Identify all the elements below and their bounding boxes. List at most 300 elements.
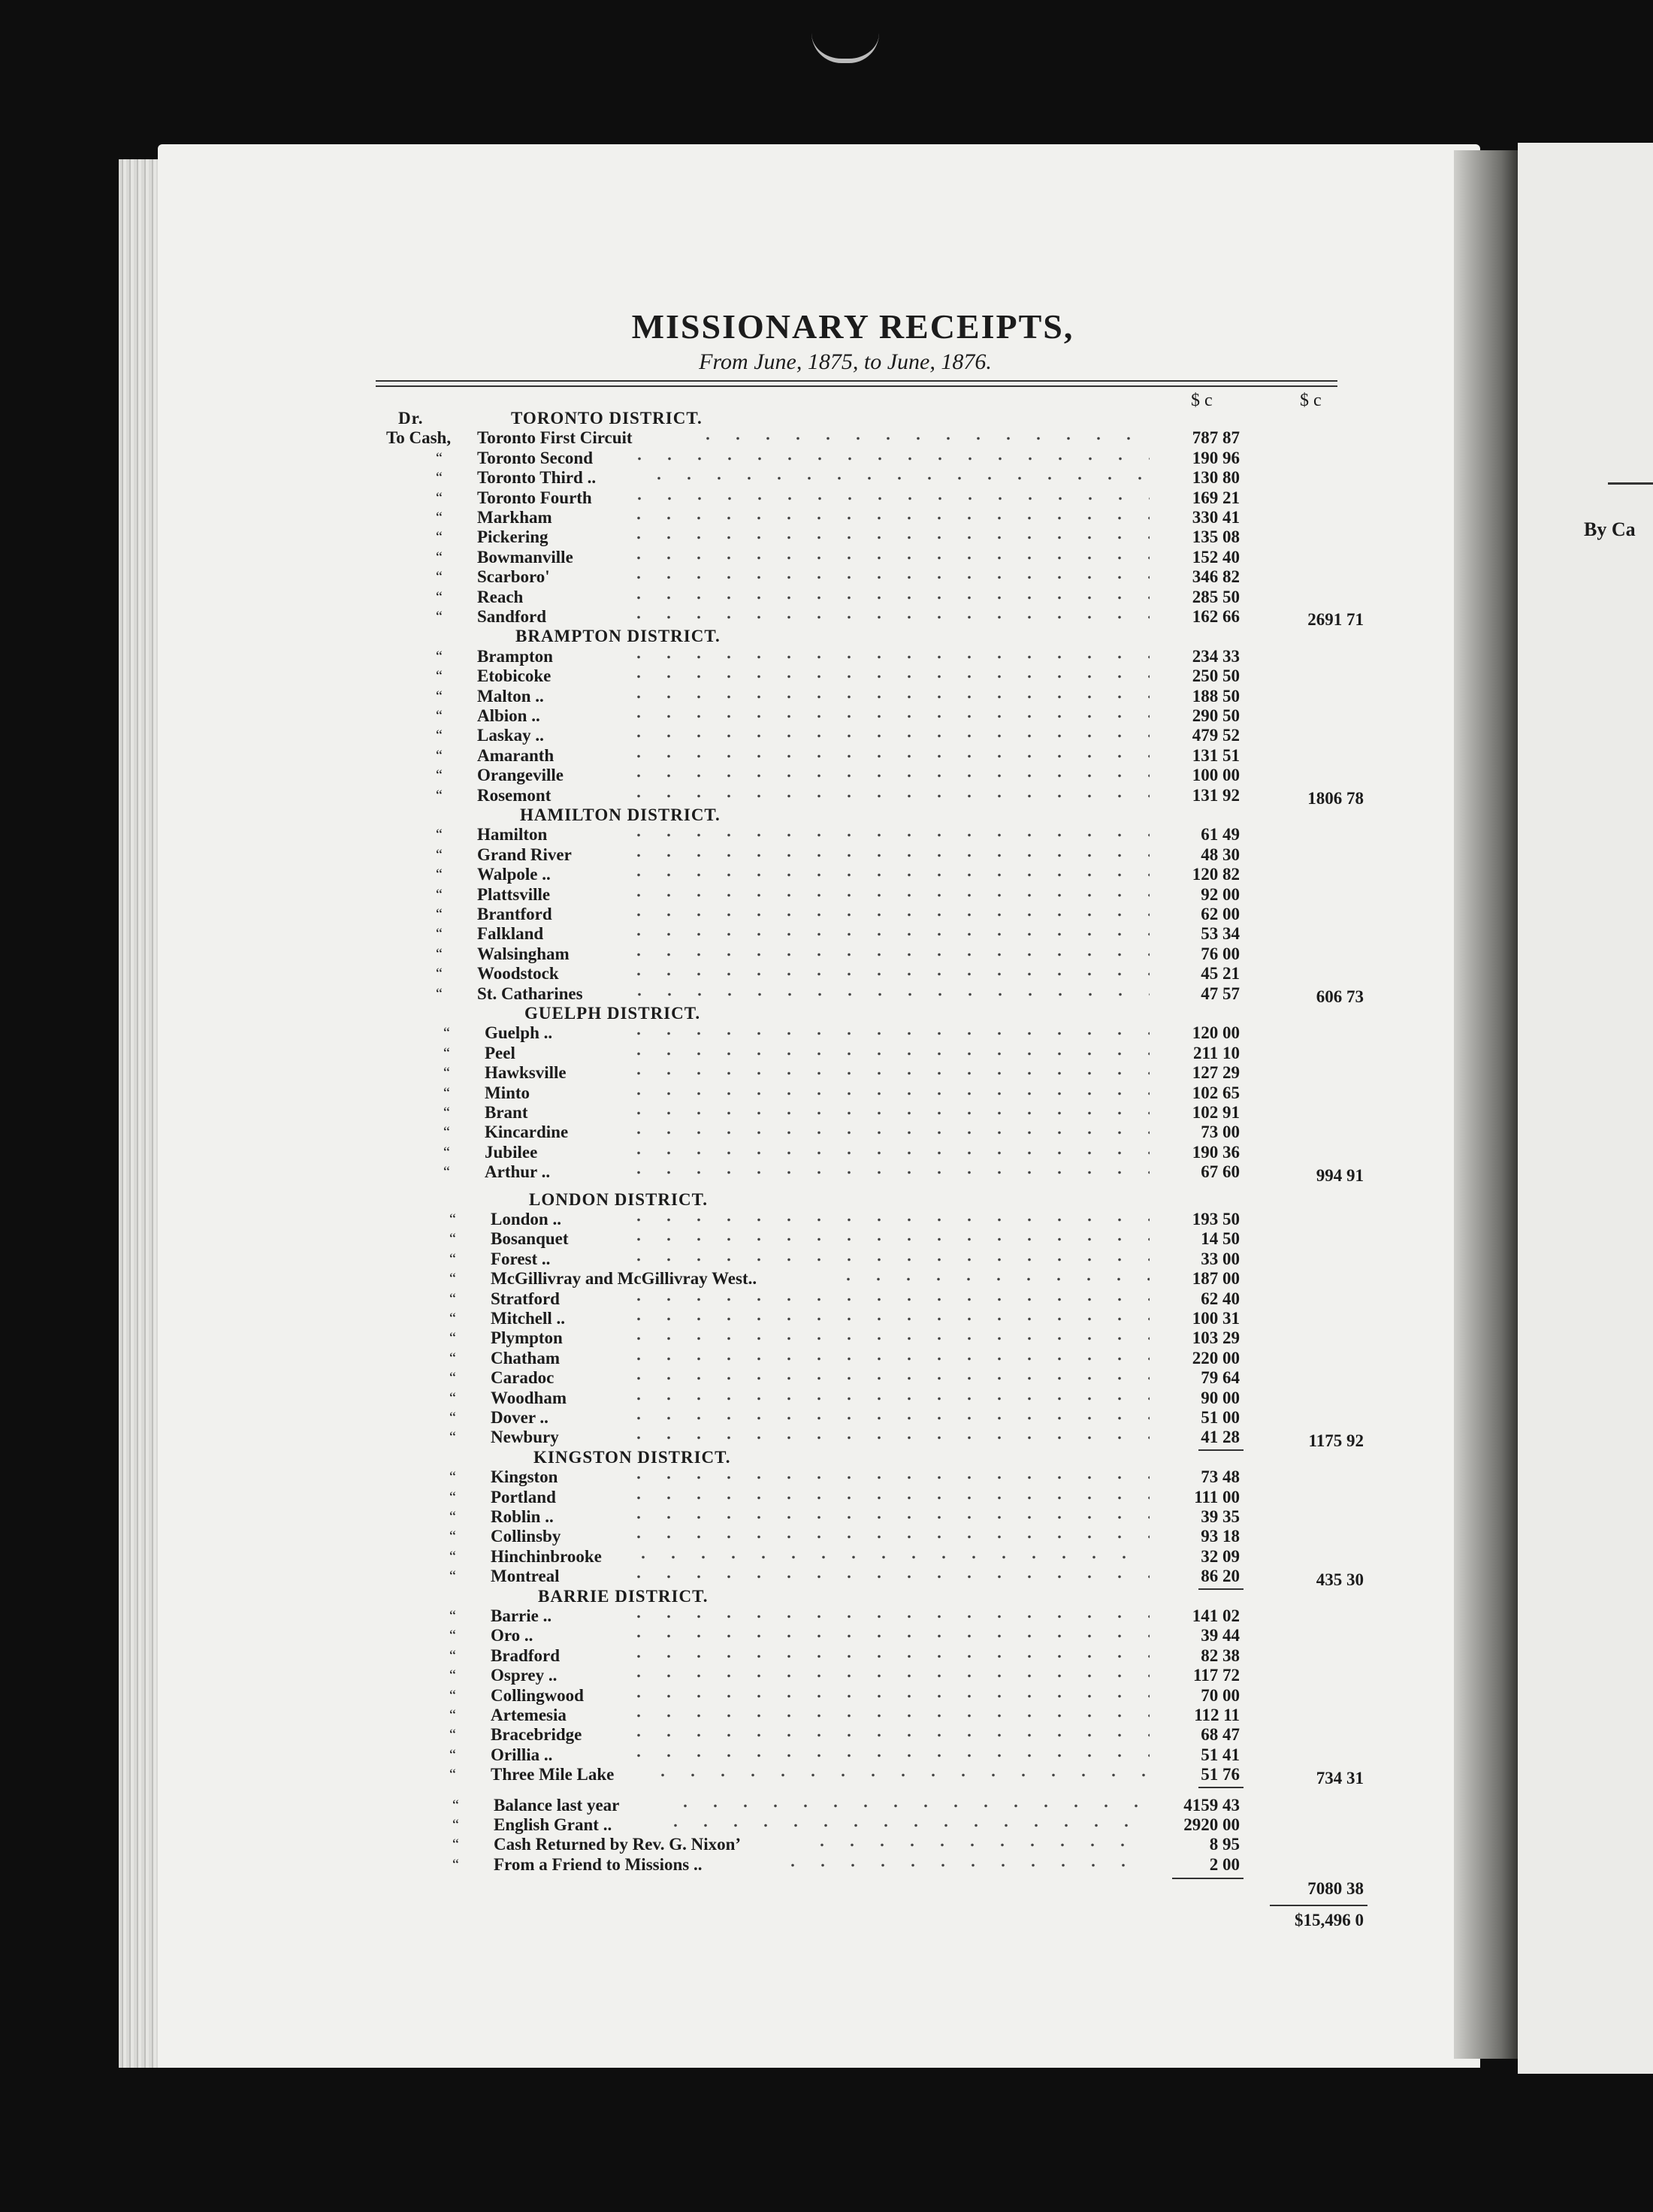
leader-dots <box>624 1289 1150 1309</box>
leader-dots <box>624 1527 1150 1546</box>
ditto-mark: “ <box>443 1044 450 1062</box>
entry-amount: 70 00 <box>1201 1685 1240 1705</box>
entry-amount: 14 50 <box>1201 1229 1240 1249</box>
leader-dots <box>624 746 1150 766</box>
entry-amount: 2920 00 <box>1183 1815 1240 1834</box>
entry-name: Orillia .. <box>491 1745 553 1764</box>
district-heading: HAMILTON DISTRICT. <box>520 805 721 824</box>
entry-amount: 120 00 <box>1192 1023 1240 1043</box>
ditto-mark: “ <box>449 1568 456 1585</box>
binding-clip <box>811 30 879 63</box>
entry-amount: 61 49 <box>1201 825 1240 845</box>
district-heading: BARRIE DISTRICT. <box>538 1586 709 1606</box>
entry-name: Woodstock <box>477 964 559 984</box>
entry-amount: 53 34 <box>1201 924 1240 944</box>
leader-dots <box>644 468 1150 488</box>
ditto-mark: “ <box>436 906 443 923</box>
leader-dots <box>624 1229 1150 1249</box>
ditto-mark: “ <box>449 1370 456 1387</box>
ledger-row <box>0 468 1428 488</box>
entry-amount: 141 02 <box>1192 1606 1240 1625</box>
entry-name: Hamilton <box>477 825 548 845</box>
entry-name: Falkland <box>477 924 544 944</box>
ditto-mark: “ <box>443 1065 450 1082</box>
leader-dots <box>624 1349 1150 1368</box>
entry-amount: 39 35 <box>1201 1507 1240 1526</box>
entry-name: Jubilee <box>485 1142 538 1162</box>
subtotal-rule <box>1198 1449 1244 1451</box>
entry-name: Scarboro' <box>477 567 550 587</box>
ledger-row <box>0 1309 1428 1328</box>
ledger-row <box>0 666 1428 686</box>
entry-name: Malton .. <box>477 686 544 706</box>
ledger-row <box>0 1467 1428 1487</box>
ditto-mark: “ <box>449 1330 456 1347</box>
leader-dots <box>624 1606 1150 1626</box>
entry-amount: 33 00 <box>1201 1249 1240 1268</box>
entry-amount: 120 82 <box>1192 865 1240 884</box>
entry-name: Osprey .. <box>491 1666 558 1685</box>
entry-amount: 73 00 <box>1201 1123 1240 1142</box>
ditto-mark: “ <box>436 965 443 983</box>
leader-dots <box>624 1646 1150 1666</box>
entry-name: Laskay .. <box>477 726 544 745</box>
entry-name: Plattsville <box>477 884 551 904</box>
entry-amount: 51 00 <box>1201 1408 1240 1427</box>
district-subtotal: 2691 71 <box>1307 610 1364 630</box>
leader-dots <box>624 1467 1150 1487</box>
entry-amount: 62 00 <box>1201 905 1240 923</box>
leader-dots <box>624 1507 1150 1527</box>
ditto-mark: “ <box>436 588 443 606</box>
ditto-mark: “ <box>452 1856 459 1873</box>
ledger-row <box>0 1666 1428 1685</box>
ledger-row <box>0 1606 1428 1626</box>
entry-name: Toronto Fourth <box>477 488 592 507</box>
leader-dots <box>624 1686 1150 1706</box>
entry-amount: 100 31 <box>1192 1309 1240 1328</box>
leader-dots <box>624 1428 1150 1447</box>
ledger-row <box>0 1044 1428 1063</box>
ditto-mark: “ <box>436 668 443 685</box>
entry-name: Bradford <box>491 1645 560 1665</box>
entry-amount: 130 80 <box>1192 468 1240 488</box>
entry-name: Montreal <box>491 1567 560 1586</box>
entry-name: Artemesia <box>491 1706 567 1724</box>
entry-name: London .. <box>491 1210 561 1228</box>
ditto-mark: “ <box>436 866 443 884</box>
entry-amount: 234 33 <box>1192 646 1240 666</box>
ledger-row <box>0 1765 1428 1784</box>
ledger-row <box>0 905 1428 924</box>
other-receipts-subtotal: 7080 38 <box>1307 1879 1364 1899</box>
ledger-row <box>0 428 1428 448</box>
ledger-row <box>0 1567 1428 1586</box>
entry-name: Bosanquet <box>491 1229 569 1249</box>
entry-amount: 103 29 <box>1192 1328 1240 1348</box>
entry-name: Brant <box>485 1103 528 1122</box>
entry-amount: 127 29 <box>1192 1063 1240 1083</box>
entry-name: Bowmanville <box>477 547 573 567</box>
to-cash-label: To Cash, <box>386 428 452 448</box>
ditto-mark: “ <box>443 1025 450 1042</box>
entry-amount: 111 00 <box>1194 1487 1240 1506</box>
entry-name: Grand River <box>477 845 572 864</box>
leader-dots <box>624 1368 1150 1388</box>
entry-amount: 787 87 <box>1192 428 1240 448</box>
entry-amount: 8 95 <box>1209 1835 1240 1854</box>
ledger-row <box>0 1103 1428 1123</box>
leader-dots <box>624 666 1150 686</box>
entry-amount: 152 40 <box>1192 547 1240 567</box>
ditto-mark: “ <box>449 1647 456 1664</box>
leader-dots <box>624 984 1150 1004</box>
column-header-itemized: $ c <box>1191 391 1213 410</box>
ledger-row <box>0 1725 1428 1745</box>
ledger-row <box>0 1428 1428 1447</box>
subtotal-rule <box>1198 1588 1244 1590</box>
entry-amount: 102 91 <box>1192 1103 1240 1122</box>
ledger-row <box>0 1527 1428 1546</box>
ledger-row <box>0 1686 1428 1706</box>
entry-amount: 131 51 <box>1192 745 1240 765</box>
entry-name: McGillivray and McGillivray West.. <box>491 1269 757 1289</box>
ditto-mark: “ <box>449 1727 456 1744</box>
leader-dots <box>624 567 1150 587</box>
ledger-row <box>0 1328 1428 1348</box>
leader-dots <box>624 449 1150 468</box>
leader-dots <box>624 1309 1150 1328</box>
entry-amount: 346 82 <box>1192 567 1240 587</box>
entry-name: Toronto First Circuit <box>477 428 633 448</box>
ditto-mark: “ <box>436 826 443 844</box>
leader-dots <box>624 647 1150 666</box>
entry-amount: 68 47 <box>1201 1725 1240 1745</box>
ditto-mark: “ <box>436 509 443 526</box>
entry-name: Guelph .. <box>485 1023 553 1043</box>
entry-name: Mitchell .. <box>491 1309 565 1328</box>
district-heading: BRAMPTON DISTRICT. <box>515 627 721 646</box>
ledger-row <box>0 885 1428 905</box>
leader-dots <box>624 527 1150 547</box>
entry-amount: 45 21 <box>1201 964 1240 984</box>
leader-dots <box>624 1725 1150 1745</box>
entry-name: Dover .. <box>491 1408 548 1427</box>
header-rule <box>376 380 1337 382</box>
ditto-mark: “ <box>436 569 443 586</box>
entry-amount: 169 21 <box>1192 488 1240 507</box>
leader-dots <box>624 1408 1150 1428</box>
ditto-mark: “ <box>449 1548 456 1565</box>
entry-name: Reach <box>477 587 524 606</box>
leader-dots <box>624 1044 1150 1063</box>
ledger-row <box>0 449 1428 468</box>
header-rule-2 <box>376 385 1337 387</box>
ditto-mark: “ <box>449 1429 456 1446</box>
entry-amount: 32 09 <box>1201 1546 1240 1566</box>
ledger-row <box>0 1488 1428 1507</box>
leader-dots <box>624 865 1150 884</box>
entry-name: Etobicoke <box>477 666 552 686</box>
grand-total: $15,496 0 <box>1295 1911 1364 1930</box>
leader-dots <box>624 885 1150 905</box>
district-subtotal: 606 73 <box>1316 987 1364 1006</box>
leader-dots <box>624 687 1150 706</box>
entry-amount: 92 00 <box>1201 884 1240 904</box>
ledger-row <box>0 687 1428 706</box>
ditto-mark: “ <box>436 648 443 665</box>
district-subtotal: 435 30 <box>1316 1570 1364 1589</box>
ditto-mark: “ <box>449 1687 456 1704</box>
district-subtotal: 994 91 <box>1316 1165 1364 1185</box>
ledger-row <box>0 1083 1428 1103</box>
opposite-page-fragment: By Ca <box>1584 518 1636 540</box>
leader-dots <box>624 1083 1150 1103</box>
entry-amount: 290 50 <box>1192 706 1240 725</box>
ledger-row <box>0 548 1428 567</box>
entry-name: Newbury <box>491 1428 559 1447</box>
entry-name: Bracebridge <box>491 1725 582 1745</box>
leader-dots <box>624 1328 1150 1348</box>
opposite-page-rule <box>1608 482 1653 485</box>
entry-amount: 193 50 <box>1192 1210 1240 1228</box>
leader-dots <box>624 1745 1150 1765</box>
ledger-row <box>0 924 1428 944</box>
ditto-mark: “ <box>436 449 443 467</box>
ditto-mark: “ <box>449 1271 456 1288</box>
ledger-row <box>0 786 1428 805</box>
ledger-row <box>0 1507 1428 1527</box>
ledger-row <box>0 1063 1428 1083</box>
ledger-row <box>0 1547 1428 1567</box>
ditto-mark: “ <box>443 1124 450 1141</box>
leader-dots <box>624 825 1150 845</box>
ledger-row <box>0 1706 1428 1725</box>
ledger-row <box>0 1210 1428 1229</box>
entry-name: Markham <box>477 508 552 527</box>
entry-amount: 47 57 <box>1201 984 1240 1003</box>
ditto-mark: “ <box>436 609 443 625</box>
district-subtotal: 1806 78 <box>1307 789 1364 808</box>
entry-amount: 131 92 <box>1192 785 1240 805</box>
leader-dots <box>628 1547 1150 1567</box>
entry-amount: 41 28 <box>1201 1428 1240 1447</box>
entry-name: Balance last year <box>494 1795 620 1815</box>
entry-amount: 51 41 <box>1201 1745 1240 1764</box>
entry-name: Stratford <box>491 1289 560 1308</box>
ledger-row <box>0 1835 1428 1854</box>
ledger-row <box>0 607 1428 627</box>
entry-amount: 479 52 <box>1192 726 1240 745</box>
ditto-mark: “ <box>449 1310 456 1327</box>
entry-name: Caradoc <box>491 1368 555 1388</box>
page-title: MISSIONARY RECEIPTS, <box>631 307 1074 346</box>
subtotal-rule <box>1172 1878 1244 1879</box>
entry-name: Orangeville <box>477 766 564 785</box>
entry-name: Walpole .. <box>477 865 551 884</box>
leader-dots <box>624 944 1150 964</box>
leader-dots <box>624 488 1150 508</box>
column-header-totals: $ c <box>1300 391 1322 410</box>
leader-dots <box>624 1123 1150 1142</box>
entry-amount: 162 66 <box>1192 607 1240 626</box>
leader-dots <box>670 1796 1150 1815</box>
ditto-mark: “ <box>449 1211 456 1228</box>
entry-name: Chatham <box>491 1348 561 1367</box>
leader-dots <box>624 1567 1150 1586</box>
ledger-row <box>0 647 1428 666</box>
entry-name: Roblin .. <box>491 1507 554 1526</box>
entry-name: Hawksville <box>485 1063 567 1083</box>
leader-dots <box>624 726 1150 745</box>
entry-amount: 93 18 <box>1201 1527 1240 1546</box>
leader-dots <box>624 1488 1150 1507</box>
ditto-mark: “ <box>452 1836 459 1854</box>
leader-dots <box>624 607 1150 627</box>
ledger-row <box>0 1745 1428 1765</box>
ledger-row <box>0 984 1428 1004</box>
entry-name: Amaranth <box>477 745 555 765</box>
ditto-mark: “ <box>436 687 443 705</box>
entry-name: Peel <box>485 1043 515 1062</box>
leader-dots <box>624 588 1150 607</box>
ledger-row <box>0 1123 1428 1142</box>
ledger-row <box>0 1368 1428 1388</box>
ditto-mark: “ <box>449 1608 456 1624</box>
ditto-mark: “ <box>449 1667 456 1685</box>
leader-dots <box>624 1706 1150 1725</box>
ledger-row <box>0 964 1428 984</box>
leader-dots <box>624 766 1150 785</box>
subtotal-rule <box>1198 1787 1244 1788</box>
entry-amount: 79 64 <box>1201 1368 1240 1388</box>
ledger-row <box>0 766 1428 785</box>
ditto-mark: “ <box>436 787 443 804</box>
leader-dots <box>624 1063 1150 1083</box>
leader-dots <box>624 1666 1150 1685</box>
leader-dots <box>648 1765 1150 1784</box>
entry-name: Kincardine <box>485 1123 569 1142</box>
ditto-mark: “ <box>449 1509 456 1525</box>
ditto-mark: “ <box>443 1144 450 1161</box>
entry-amount: 48 30 <box>1201 845 1240 864</box>
entry-name: Cash Returned by Rev. G. Nixonʼ <box>494 1835 742 1854</box>
entry-amount: 117 72 <box>1193 1666 1240 1685</box>
ditto-mark: “ <box>436 470 443 487</box>
ditto-mark: “ <box>449 1349 456 1367</box>
ditto-mark: “ <box>436 548 443 566</box>
leader-dots <box>778 1855 1150 1875</box>
ditto-mark: “ <box>449 1389 456 1407</box>
leader-dots <box>624 706 1150 726</box>
ditto-mark: “ <box>436 708 443 724</box>
leader-dots <box>624 1626 1150 1645</box>
ditto-mark: “ <box>443 1104 450 1121</box>
ditto-mark: “ <box>449 1627 456 1645</box>
ledger-row <box>0 944 1428 964</box>
entry-name: Collingwood <box>491 1685 584 1705</box>
entry-name: Brantford <box>477 905 552 923</box>
district-heading: LONDON DISTRICT. <box>529 1189 708 1209</box>
entry-amount: 51 76 <box>1201 1765 1240 1784</box>
entry-name: Brampton <box>477 646 553 666</box>
leader-dots <box>624 508 1150 527</box>
entry-name: Kingston <box>491 1467 558 1487</box>
ditto-mark: “ <box>443 1164 450 1181</box>
entry-amount: 2 00 <box>1209 1854 1240 1874</box>
leader-dots <box>833 1269 1150 1289</box>
leader-dots <box>624 548 1150 567</box>
ledger-row <box>0 1269 1428 1289</box>
entry-name: Toronto Second <box>477 448 594 467</box>
ditto-mark: “ <box>449 1231 456 1248</box>
ledger-row <box>0 567 1428 587</box>
ledger-row <box>0 1349 1428 1368</box>
ledger-row <box>0 746 1428 766</box>
ledger-row <box>0 1855 1428 1875</box>
entry-amount: 135 08 <box>1192 527 1240 547</box>
entry-amount: 76 00 <box>1201 944 1240 963</box>
entry-name: Arthur .. <box>485 1162 551 1182</box>
ledger-row <box>0 825 1428 845</box>
entry-name: Hinchinbrooke <box>491 1546 602 1566</box>
entry-name: Pickering <box>477 527 548 547</box>
ledger-row <box>0 488 1428 508</box>
ledger-row <box>0 527 1428 547</box>
entry-name: English Grant .. <box>494 1815 612 1834</box>
entry-name: Albion .. <box>477 706 540 725</box>
entry-amount: 73 48 <box>1201 1467 1240 1487</box>
leader-dots <box>624 924 1150 944</box>
leader-dots <box>624 845 1150 865</box>
leader-dots <box>807 1835 1150 1854</box>
grand-total-rule <box>1270 1905 1367 1906</box>
ledger-row <box>0 865 1428 884</box>
entry-name: Minto <box>485 1083 530 1102</box>
leader-dots <box>624 1389 1150 1408</box>
leader-dots <box>624 786 1150 805</box>
leader-dots <box>693 428 1150 448</box>
leader-dots <box>624 1143 1150 1162</box>
ledger-row <box>0 1389 1428 1408</box>
ledger-row <box>0 588 1428 607</box>
ledger-row <box>0 1626 1428 1645</box>
ditto-mark: “ <box>436 886 443 903</box>
ledger-row <box>0 1646 1428 1666</box>
entry-amount: 188 50 <box>1192 686 1240 706</box>
entry-name: St. Catharines <box>477 984 583 1003</box>
ditto-mark: “ <box>436 489 443 506</box>
district-heading: TORONTO DISTRICT. <box>511 409 703 428</box>
district-heading: GUELPH DISTRICT. <box>524 1004 701 1023</box>
ledger-row <box>0 1250 1428 1269</box>
leader-dots <box>624 1023 1150 1043</box>
ditto-mark: “ <box>449 1766 456 1784</box>
entry-name: Collinsby <box>491 1527 561 1546</box>
ditto-mark: “ <box>436 926 443 943</box>
entry-amount: 285 50 <box>1192 587 1240 606</box>
ditto-mark: “ <box>449 1469 456 1486</box>
ledger-row <box>0 1796 1428 1815</box>
district-subtotal: 734 31 <box>1316 1768 1364 1787</box>
ditto-mark: “ <box>449 1290 456 1307</box>
ledger-row <box>0 1162 1428 1182</box>
leader-dots <box>624 964 1150 984</box>
ledger-row <box>0 1229 1428 1249</box>
entry-name: Portland <box>491 1487 556 1506</box>
ditto-mark: “ <box>449 1707 456 1724</box>
ditto-mark: “ <box>443 1084 450 1101</box>
